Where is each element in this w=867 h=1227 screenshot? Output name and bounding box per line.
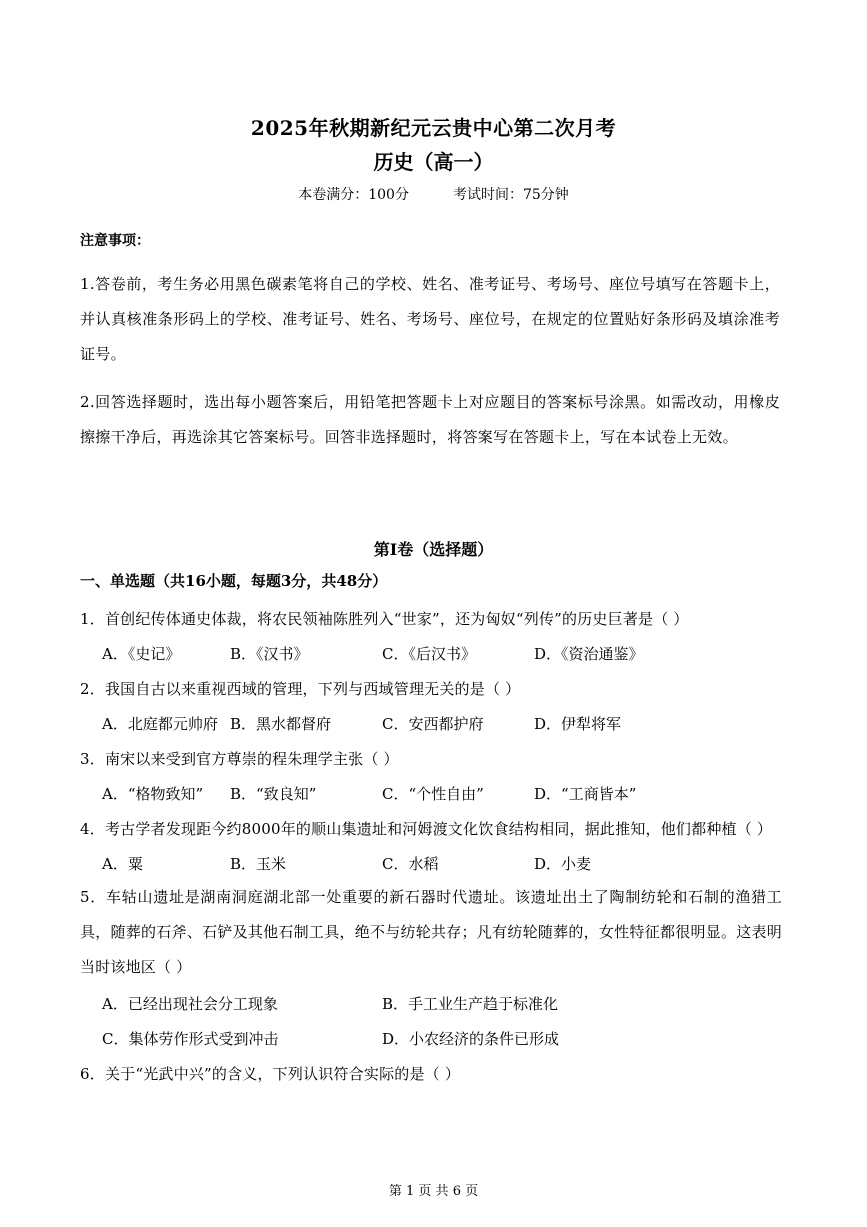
question-2-stem: 2．我国自古以来重视西域的管理，下列与西域管理无关的是（ ） (80, 680, 521, 698)
question-2-option-b: B．黑水都督府 (230, 715, 332, 733)
full-score: 本卷满分：100分 (298, 187, 409, 203)
question-1-option-a: A．《史记》 (102, 645, 181, 663)
question-5-option-d: D．小农经济的条件已形成 (382, 1030, 560, 1048)
question-4-option-d: D．小麦 (534, 855, 592, 873)
part-title: 第Ⅰ卷（选择题） (373, 540, 494, 559)
question-1-option-b: B．《汉书》 (230, 645, 309, 663)
question-1-option-c: C．《后汉书》 (382, 645, 476, 663)
question-5-option-c: C．集体劳作形式受到冲击 (102, 1030, 279, 1048)
notice-item-2: 2.回答选择题时，选出每小题答案后，用铅笔把答题卡上对应题目的答案标号涂黑。如需改动，用橡皮擦擦干净后，再选涂其它答案标号。回答非选择题时，将答案写在答题卡上，写在本试卷上无效。 (80, 393, 780, 446)
question-6-stem: 6．关于“光武中兴”的含义，下列认识符合实际的是（ ） (80, 1065, 461, 1083)
question-1-stem: 1．首创纪传体通史体裁，将农民领袖陈胜列入“世家”，还为匈奴“列传”的历史巨著是（ ） (80, 610, 689, 628)
exam-time: 考试时间：75分钟 (452, 187, 569, 203)
exam-title: 2025年秋期新纪元云贵中心第二次月考 (250, 116, 617, 140)
question-5-stem: 5．车轱山遗址是湖南洞庭湖北部一处重要的新石器时代遗址。该遗址出土了陶制纺轮和石制的渔猎工具，随葬的石斧、石铲及其他石制工具，绝不与纺轮共存；凡有纺轮随葬的，女性特征都很明显。这表明当时该地区（ ） (80, 888, 782, 976)
notice-item-1: 1.答卷前，考生务必用黑色碳素笔将自己的学校、姓名、准考证号、考场号、座位号填写在答题卡上，并认真核准条形码上的学校、准考证号、姓名、考场号、座位号，在规定的位置贴好条形码及填涂准考证号。 (80, 275, 780, 363)
question-5-option-a: A．已经出现社会分工现象 (102, 995, 278, 1013)
question-3-option-c: C．“个性自由” (382, 785, 484, 803)
question-3-option-b: B．“致良知” (230, 785, 317, 803)
question-2-option-c: C．安西都护府 (382, 715, 484, 733)
question-3-option-a: A．“格物致知” (102, 785, 204, 803)
exam-meta (0, 184, 867, 204)
page-number: 第 1 页 共 6 页 (388, 1184, 479, 1199)
question-3-option-d: D．“工商皆本” (534, 785, 637, 803)
section-heading: 一、单选题（共16小题，每题3分，共48分） (80, 572, 388, 590)
question-1-option-d: D．《资治通鉴》 (534, 645, 644, 663)
question-2-option-d: D．伊犁将军 (534, 715, 622, 733)
question-2-option-a: A．北庭都元帅府 (102, 715, 218, 733)
question-3-stem: 3．南宋以来受到官方尊崇的程朱理学主张（ ） (80, 750, 399, 768)
exam-subject: 历史（高一） (373, 150, 494, 174)
notice-title: 注意事项： (80, 233, 150, 249)
question-4-stem: 4．考古学者发现距今约8000年的顺山集遗址和河姆渡文化饮食结构相同，据此推知，他们都种植（ ） (80, 820, 773, 838)
question-4-option-c: C．水稻 (382, 855, 439, 873)
question-4-option-a: A．粟 (102, 855, 143, 873)
question-5-option-b: B．手工业生产趋于标准化 (382, 995, 559, 1013)
question-4-option-b: B．玉米 (230, 855, 287, 873)
